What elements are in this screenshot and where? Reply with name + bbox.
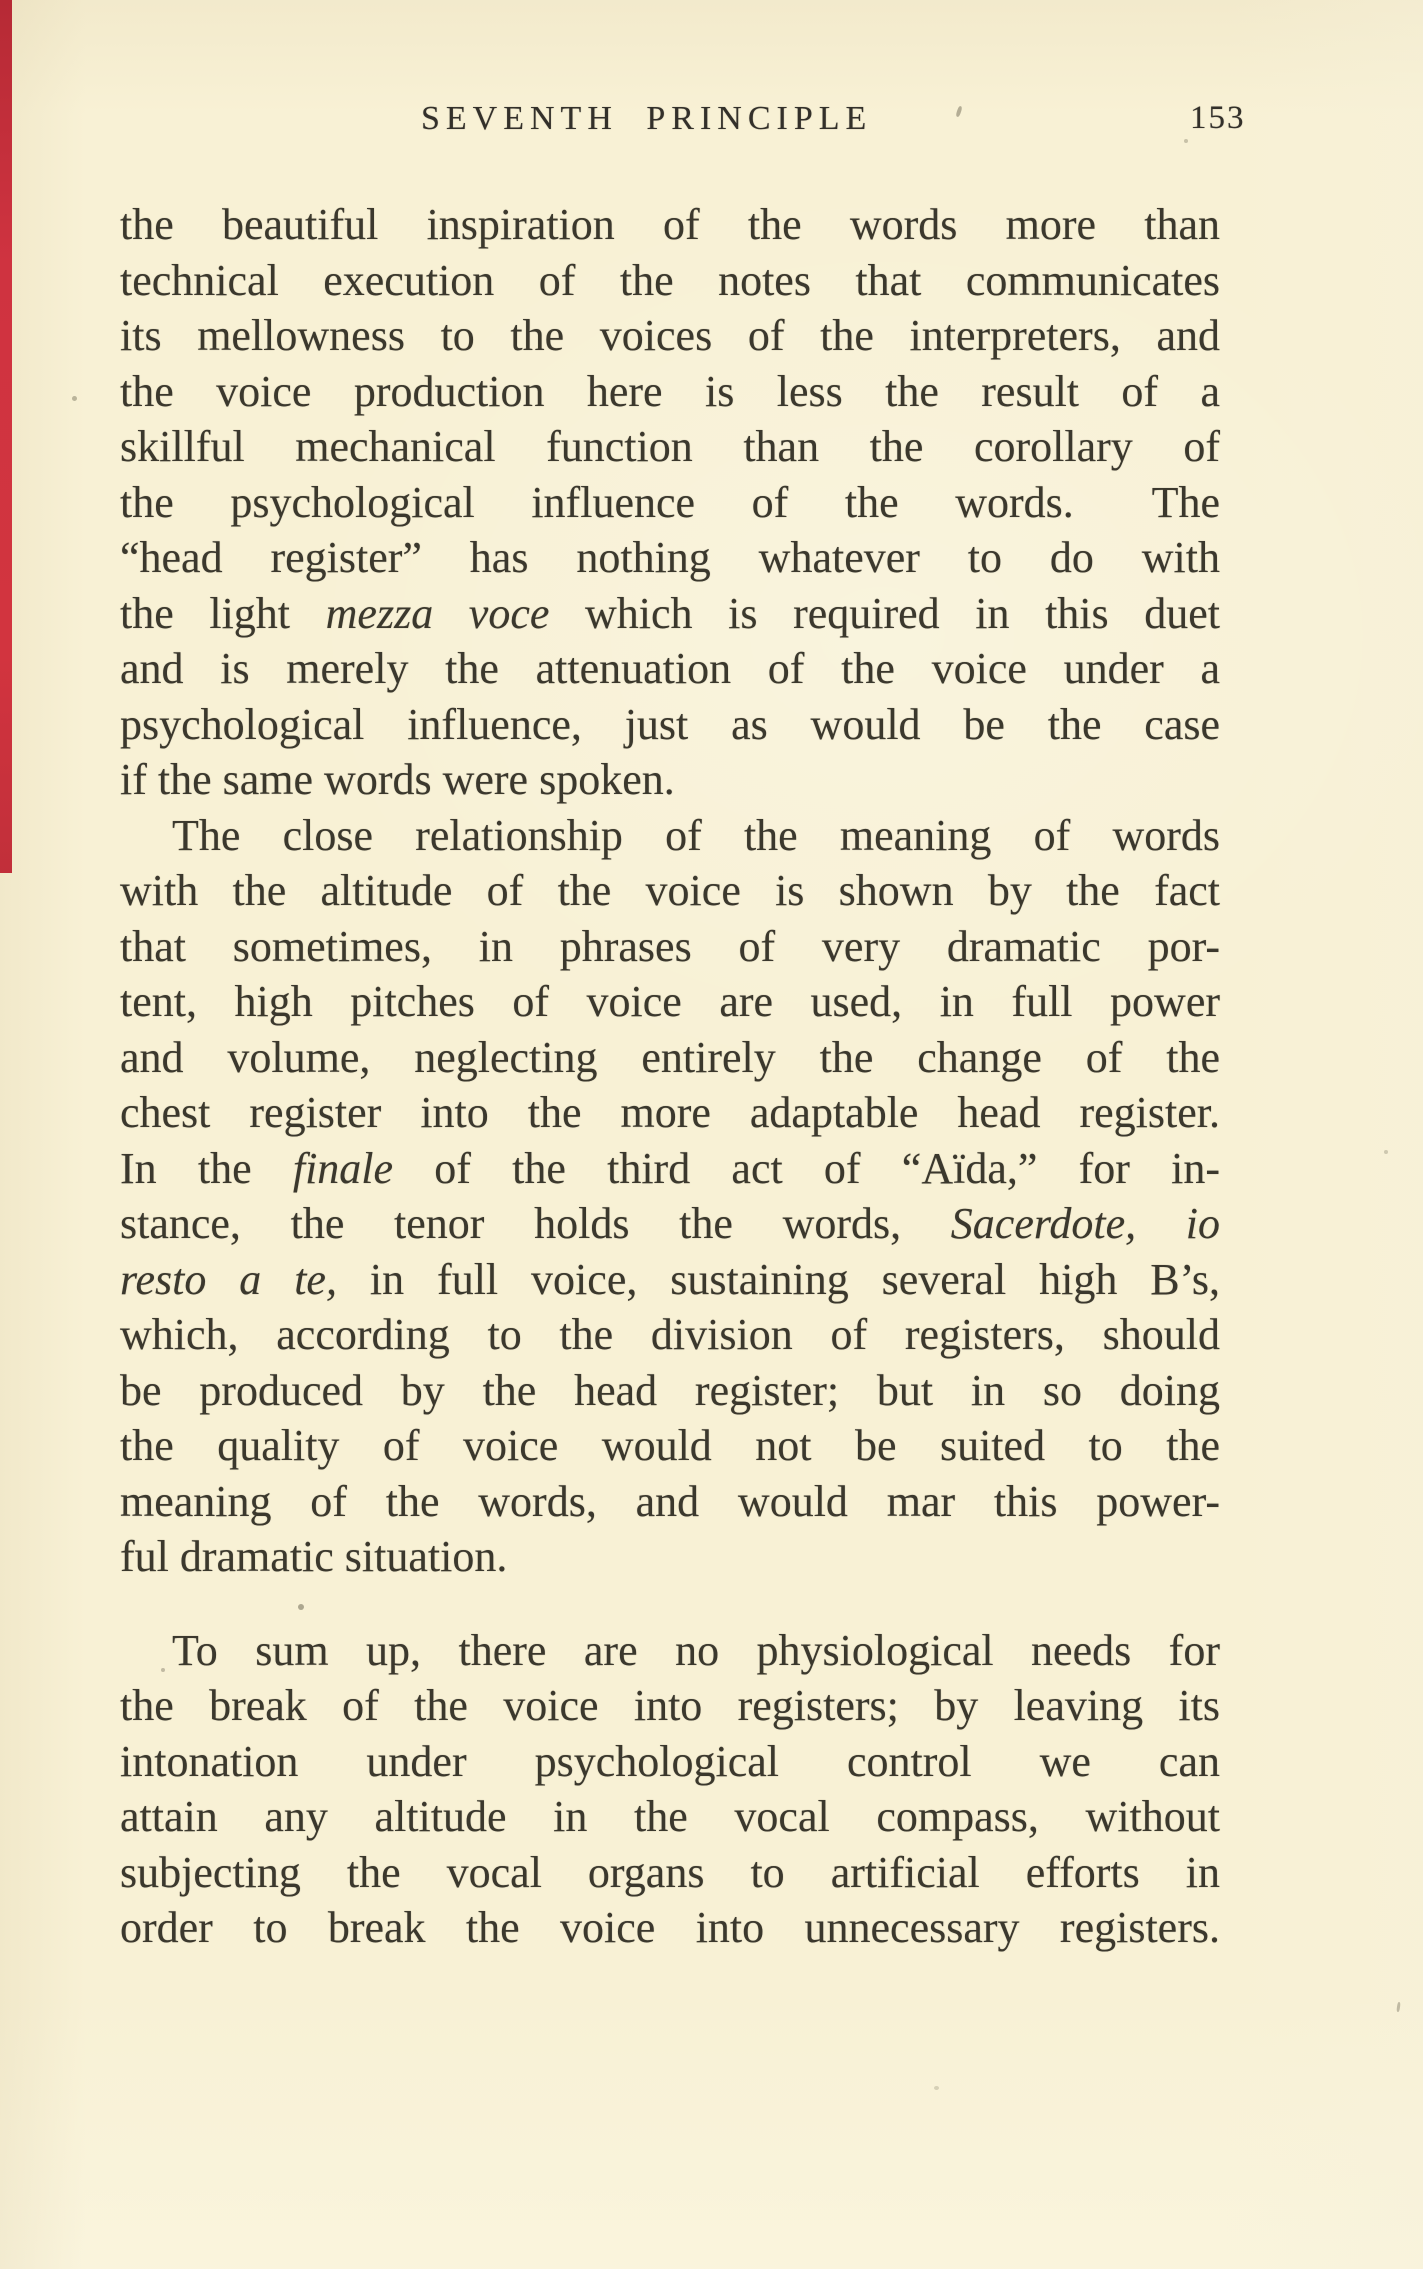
text-line (120, 697, 1220, 753)
text-segment: which, according to the division of registers, should (120, 1310, 1220, 1359)
text-line (120, 586, 1220, 642)
text-line (120, 308, 1220, 364)
text-line (120, 1252, 1220, 1308)
paragraph (120, 1623, 1220, 1956)
text-line (120, 475, 1220, 531)
text-segment: tent, high pitches of voice are used, in full power (120, 977, 1220, 1026)
text-segment: of the third act of “Aïda,” for in- (393, 1143, 1220, 1193)
text-line (120, 197, 1220, 253)
scan-speck (1184, 139, 1188, 143)
text-line (120, 419, 1220, 475)
italic-phrase: mezza voce (325, 588, 550, 638)
scan-speck (934, 2086, 939, 2090)
paragraph (120, 808, 1220, 1585)
text-segment: psychological influence, just as would be the case (120, 699, 1220, 749)
text-segment: and is merely the attenuation of the voice under a (120, 644, 1220, 693)
text-segment: the light (120, 588, 326, 638)
text-segment: chest register into the more adaptable head register. (120, 1088, 1220, 1137)
text-line (120, 1900, 1220, 1956)
text-line (120, 1363, 1220, 1419)
text-segment: ful dramatic situation. (120, 1532, 508, 1581)
text-line (120, 1529, 1220, 1585)
text-segment: In the (120, 1143, 293, 1193)
text-line (120, 530, 1220, 586)
text-line (120, 1030, 1220, 1086)
text-segment: be produced by the head register; but in so doing (120, 1365, 1220, 1415)
text-segment: in full voice, sustaining several high B’s, (336, 1254, 1220, 1304)
text-segment: skillful mechanical function than the corollary of (120, 422, 1220, 471)
text-segment: meaning of the words, and would mar this power- (120, 1476, 1220, 1526)
text-line (120, 863, 1220, 919)
text-line (120, 1474, 1220, 1530)
text-segment: stance, the tenor holds the words, (120, 1199, 951, 1248)
text-line (120, 1196, 1220, 1252)
text-line (120, 1141, 1220, 1197)
italic-phrase: resto a te, (120, 1254, 337, 1304)
text-line (120, 1418, 1220, 1474)
text-line (120, 641, 1220, 697)
text-line (120, 808, 1220, 864)
running-head: SEVENTH PRINCIPLE (421, 100, 873, 137)
text-segment: the voice production here is less the result of a (120, 366, 1220, 416)
text-segment: if the same words were spoken. (120, 755, 675, 804)
text-line (120, 1623, 1220, 1679)
text-segment: its mellowness to the voices of the interpreters, and (120, 311, 1220, 360)
text-line (120, 1734, 1220, 1790)
scan-speck (72, 396, 77, 401)
text-segment: technical execution of the notes that communicates (120, 255, 1220, 305)
italic-phrase: Sacerdote, io (950, 1199, 1220, 1248)
text-segment: that sometimes, in phrases of very dramatic por- (120, 921, 1220, 971)
text-line (120, 1678, 1220, 1734)
italic-phrase: finale (292, 1143, 394, 1193)
text-segment: To sum up, there are no physiological needs for (172, 1625, 1220, 1675)
text-segment: with the altitude of the voice is shown by the fact (120, 866, 1220, 915)
scan-speck (1384, 1150, 1388, 1154)
text-segment: the beautiful inspiration of the words more than (120, 200, 1220, 249)
text-line (120, 364, 1220, 420)
text-segment: the psychological influence of the words. The (120, 477, 1220, 527)
text-segment: the break of the voice into registers; by leaving its (120, 1681, 1220, 1730)
text-line (120, 1085, 1220, 1141)
text-segment: the quality of voice would not be suited to the (120, 1421, 1220, 1470)
page-body (120, 197, 1220, 1956)
page-number: 153 (1190, 100, 1246, 136)
text-segment: attain any altitude in the vocal compass, without (120, 1792, 1220, 1841)
text-line (120, 752, 1220, 808)
text-segment: and volume, neglecting entirely the change of the (120, 1032, 1220, 1082)
paragraph (120, 197, 1220, 808)
text-line (120, 974, 1220, 1030)
text-segment: The close relationship of the meaning of words (172, 810, 1220, 860)
text-segment: “head register” has nothing whatever to do with (120, 533, 1220, 582)
text-line (120, 919, 1220, 975)
text-segment: subjecting the vocal organs to artificial efforts in (120, 1847, 1220, 1897)
text-segment: order to break the voice into unnecessary registers. (120, 1903, 1220, 1952)
scan-speck (955, 106, 962, 118)
scan-speck (1396, 2002, 1400, 2012)
book-cover-edge (0, 0, 12, 873)
text-line (120, 253, 1220, 309)
text-line (120, 1789, 1220, 1845)
scan-speck (298, 1604, 304, 1610)
text-line (120, 1307, 1220, 1363)
text-line (120, 1845, 1220, 1901)
text-segment: which is required in this duet (549, 588, 1221, 638)
text-segment: intonation under psychological control we can (120, 1736, 1220, 1786)
scan-speck (161, 1668, 165, 1672)
